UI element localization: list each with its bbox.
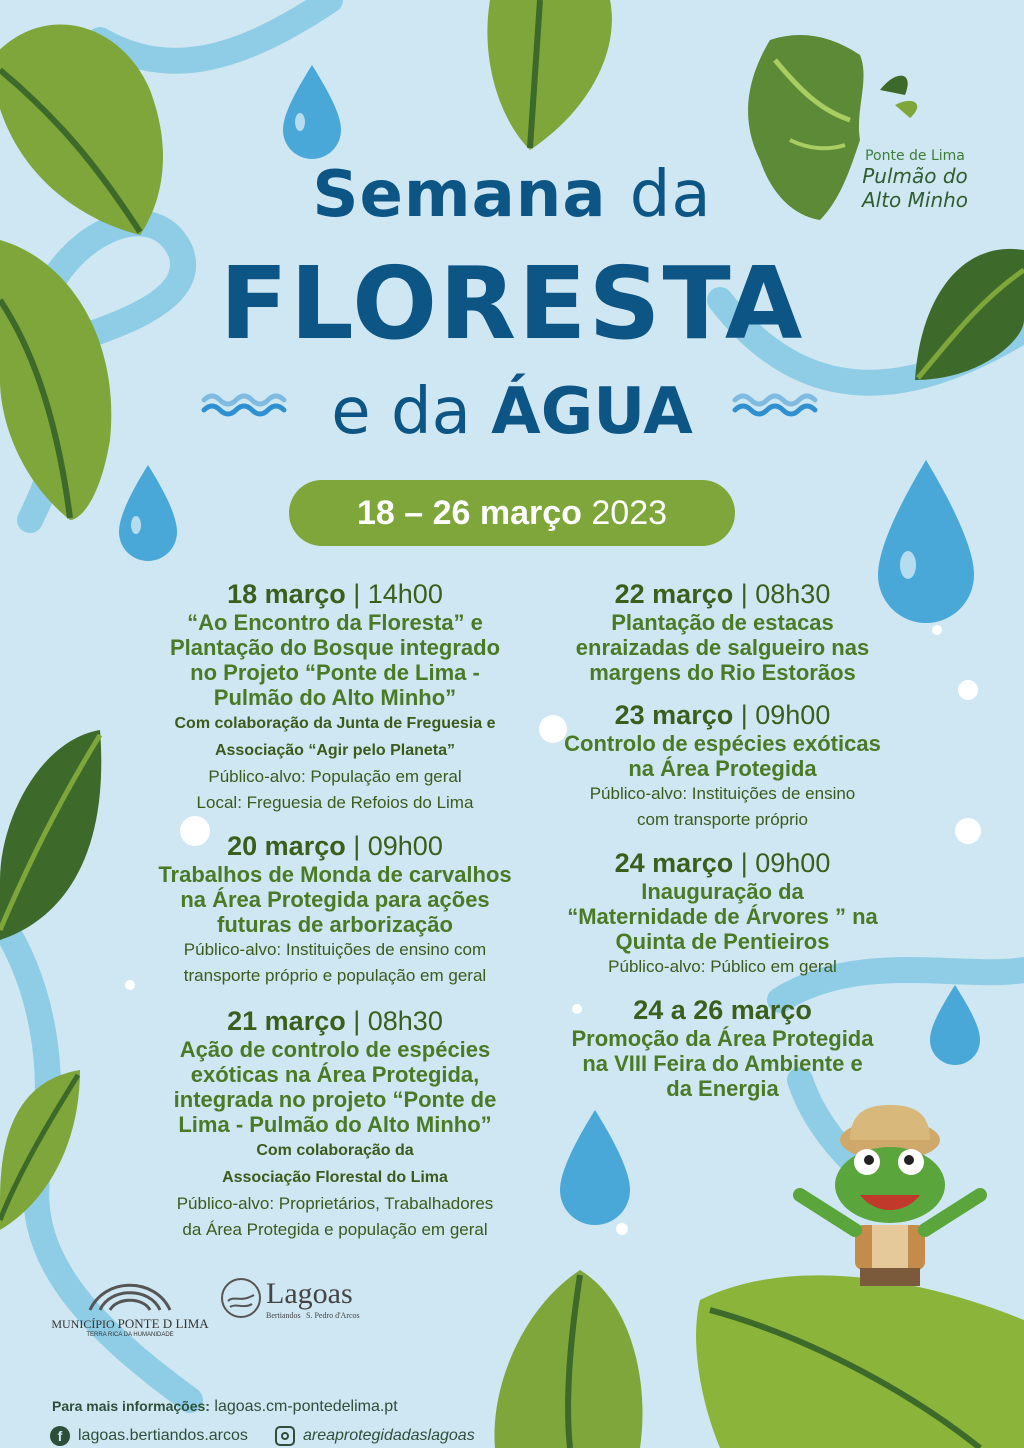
- event-collab: [130, 710, 540, 764]
- event-date: 18 março: [227, 579, 346, 609]
- event-time: | 08h30: [740, 579, 831, 609]
- event-21-marco: [130, 1005, 540, 1243]
- leaf-bottom-right: [696, 1275, 1024, 1448]
- event-title: [540, 879, 905, 954]
- event-info-line: com transporte próprio: [636, 810, 809, 829]
- instagram-handle: areaprotegidadaslagoas: [303, 1427, 475, 1444]
- events-left-column: [130, 578, 540, 1257]
- event-time: | 09h00: [353, 831, 443, 861]
- logo-municipio-text: MUNICÍPIO: [51, 1317, 115, 1331]
- event-collab: [130, 1137, 540, 1191]
- event-date: 20 março: [227, 831, 346, 861]
- event-22-marco: [540, 578, 905, 685]
- event-info: [130, 937, 540, 989]
- event-title-line: Quinta de Pentieiros: [615, 929, 830, 954]
- event-date: 22 março: [614, 579, 734, 609]
- logo-bertiandos: Bertiandos: [266, 1311, 301, 1320]
- title-line-agua: [0, 375, 1024, 449]
- event-info-line: da Área Protegida e população em geral: [182, 1220, 488, 1239]
- logo-terra-rica: TERRA RICA DA HUMANIDADE: [86, 1332, 174, 1338]
- leaf-bottom-center: [494, 1270, 642, 1448]
- logo-spedro: S. Pedro d'Arcos: [306, 1311, 360, 1320]
- event-title-line: futuras de arborização: [217, 912, 453, 937]
- event-title: [540, 731, 905, 781]
- date-range-pill: [289, 480, 735, 546]
- pulmao-logo-line3: Alto Minho: [861, 188, 969, 212]
- event-title-line: Trabalhos de Monda de carvalhos: [158, 862, 512, 887]
- event-title-line: Plantação de estacas: [611, 610, 834, 635]
- event-info: [130, 764, 540, 816]
- event-title-line: margens do Rio Estorãos: [589, 660, 856, 685]
- event-collab-line: Associação “Agir pelo Planeta”: [214, 742, 456, 759]
- event-info: [130, 1191, 540, 1243]
- date-year: 2023: [591, 494, 668, 532]
- event-title-line: na Área Protegida para ações: [180, 887, 490, 912]
- leaf-top-center: [487, 0, 611, 150]
- logo-ponte-lima-text: PONTE D LIMA: [117, 1316, 209, 1331]
- event-24-marco: [540, 847, 905, 980]
- event-date: 21 março: [227, 1006, 346, 1036]
- pulmao-logo-line1: Ponte de Lima: [865, 148, 965, 164]
- title-semana: Semana: [312, 158, 607, 232]
- instagram-icon: [275, 1426, 295, 1446]
- date-range: 18 – 26 março: [356, 494, 582, 532]
- more-info-label: Para mais informações:: [52, 1398, 210, 1414]
- event-title-line: na Área Protegida: [628, 756, 817, 781]
- event-title-line: Pulmão do Alto Minho”: [213, 685, 457, 710]
- event-info-line: Público-alvo: Instituições de ensino: [589, 784, 856, 803]
- logo-municipio-ponte-lima: [45, 1272, 215, 1338]
- event-collab-line: Com colaboração da: [256, 1142, 414, 1159]
- footer-facebook[interactable]: [50, 1426, 248, 1446]
- event-23-marco: [540, 699, 905, 833]
- event-time: | 09h00: [740, 848, 831, 878]
- event-title-line: na VIII Feira do Ambiente e: [582, 1051, 863, 1076]
- event-info-line: Público-alvo: Instituições de ensino com: [183, 940, 487, 959]
- facebook-icon: f: [50, 1426, 70, 1446]
- event-20-marco: [130, 830, 540, 989]
- event-title-line: da Energia: [666, 1076, 779, 1101]
- event-title-line: exóticas na Área Protegida,: [190, 1062, 480, 1087]
- title-da: da: [629, 158, 712, 232]
- lagoas-logo-icon: [220, 1277, 262, 1319]
- leaf-left-lower: [0, 730, 101, 940]
- logo-lagoas-text: Lagoas: [266, 1277, 353, 1310]
- footer-more-info: [52, 1398, 398, 1416]
- event-date: 24 a 26 março: [633, 995, 812, 1025]
- event-title-line: no Projeto “Ponte de Lima -: [190, 660, 480, 685]
- event-title: [130, 862, 540, 937]
- event-date: 24 março: [614, 848, 734, 878]
- event-title-line: Controlo de espécies exóticas: [564, 731, 881, 756]
- event-title-line: integrada no projeto “Ponte de: [173, 1087, 497, 1112]
- event-time: | 14h00: [353, 579, 443, 609]
- event-title-line: “Maternidade de Árvores ” na: [567, 904, 878, 929]
- event-title-line: Inauguração da: [641, 879, 804, 904]
- event-info-line: transporte próprio e população em geral: [183, 966, 487, 985]
- event-time: | 08h30: [353, 1006, 443, 1036]
- pulmao-logo-line2: Pulmão do: [862, 164, 968, 188]
- event-title: [540, 610, 905, 685]
- event-title-line: enraizadas de salgueiro nas: [575, 635, 870, 660]
- events-right-column: [540, 578, 905, 1115]
- event-info-line: Público-alvo: Proprietários, Trabalhadores: [176, 1194, 494, 1213]
- event-date: 23 março: [614, 700, 734, 730]
- event-info-line: Local: Freguesia de Refoios do Lima: [196, 793, 474, 812]
- event-time: | 09h00: [740, 700, 831, 730]
- event-18-marco: [130, 578, 540, 816]
- ponte-lima-logo-icon: [85, 1272, 175, 1312]
- event-info: [540, 781, 905, 833]
- title-agua: ÁGUA: [491, 375, 693, 449]
- event-title: [540, 1026, 905, 1101]
- title-floresta: FLORESTA: [219, 245, 805, 362]
- event-title-line: Ação de controlo de espécies: [179, 1037, 491, 1062]
- event-title: [130, 1037, 540, 1137]
- footer-instagram[interactable]: [275, 1426, 475, 1446]
- event-collab-line: Associação Florestal do Lima: [222, 1169, 448, 1186]
- more-info-link[interactable]: lagoas.cm-pontedelima.pt: [214, 1398, 398, 1415]
- event-info-line: Público-alvo: Público em geral: [608, 957, 837, 976]
- event-collab-line: Com colaboração da Junta de Freguesia e: [174, 715, 496, 732]
- event-title: [130, 610, 540, 710]
- event-info: [540, 954, 905, 980]
- logo-lagoas: [220, 1277, 390, 1327]
- event-title-line: Promoção da Área Protegida: [571, 1026, 874, 1051]
- facebook-handle: lagoas.bertiandos.arcos: [78, 1427, 248, 1444]
- event-title-line: Lima - Pulmão do Alto Minho”: [178, 1112, 492, 1137]
- event-title-line: “Ao Encontro da Floresta” e: [187, 610, 483, 635]
- event-info-line: Público-alvo: População em geral: [208, 767, 462, 786]
- title-line-semana: [0, 158, 1024, 232]
- event-title-line: Plantação do Bosque integrado: [169, 635, 501, 660]
- event-24-26-marco: [540, 994, 905, 1101]
- title-e-da: e da: [331, 375, 471, 449]
